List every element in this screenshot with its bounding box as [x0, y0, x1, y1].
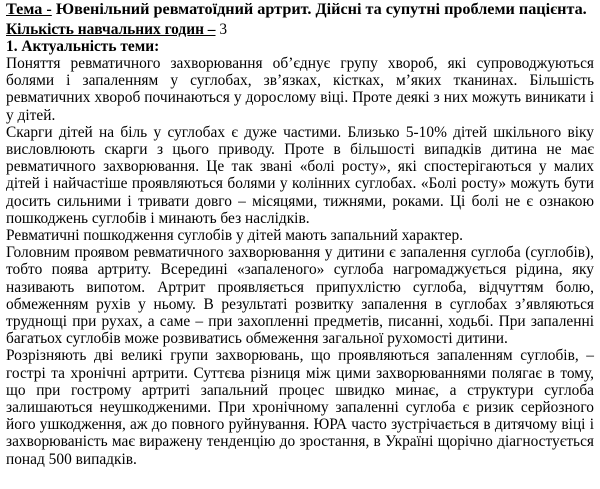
study-hours-value: 3: [219, 20, 228, 38]
paragraph: Головним проявом ревматичного захворювання у дитини є запалення суглоба (суглобів), тобто поява артриту. Всередині «запаленого» суглоба нагромаджується рідина, яку називають випотом. Артрит проявляється припухлістю суглоба, відчуттям болю, обмеженням рухів у ньому. В результаті розвитку запалення в суглобах з’являються труднощі при рухах, а саме – при захопленні предметів, писанні, ходьбі. При запаленні багатьох суглобів може розвиватись обмеження загальної рухомості дитини.: [6, 244, 594, 348]
paragraph: Ревматичні пошкодження суглобів у дітей мають запальний характер.: [6, 226, 464, 244]
paragraph: Скарги дітей на біль у суглобах є дуже частими. Близько 5-10% дітей шкільного віку висловлюють скарги з цього приводу. Проте в більшості випадків дитина не має ревматичного захворювання. Це так звані «болі росту», які спостерігаються у малих дітей і найчастіше проявляються болями у колінних суглобах. «Болі росту» можуть бути досить сильними і тривати довго – місяцями, тижнями, роками. Ці болі не є ознакою пошкоджень суглобів і минають без наслідків.: [6, 123, 594, 227]
paragraph: Поняття ревматичного захворювання об’єднує групу хвороб, які супроводжуються болями і запаленням у суглобах, зв’язках, кістках, м’яких тканинах. Більшість ревматичних хвороб починаються у дорослому віці. Проте деякі з них можуть виникати і у дітей.: [6, 54, 594, 124]
study-hours: [6, 21, 594, 38]
topic-title-text: Ювенільний ревматоїдний артрит. Дійсні та супутні проблеми пацієнта.: [55, 0, 587, 18]
section-heading: 1. Актуальність теми:: [6, 37, 160, 55]
topic-title: [6, 0, 594, 19]
paragraph: Розрізняють дві великі групи захворювань, що проявляються запаленням суглобів, – гострі та хронічні артрити. Суттєва різниця між цими захворюваннями полягає в тому, що при гострому артриті запальний процес швидко минає, а структури суглоба залишаються неушкодженими. При хронічному запаленні суглоба є ризик серйозного його ушкодження, аж до повного руйнування. ЮРА часто зустрічається в дитячому віці і захворюваність має виражену тенденцію до зростання, в Україні щорічно діагностується понад 500 випадків.: [6, 347, 594, 468]
topic-label: Тема -: [6, 0, 52, 18]
study-hours-label: Кількість навчальних годин –: [6, 20, 216, 38]
document-page: [6, 0, 594, 468]
